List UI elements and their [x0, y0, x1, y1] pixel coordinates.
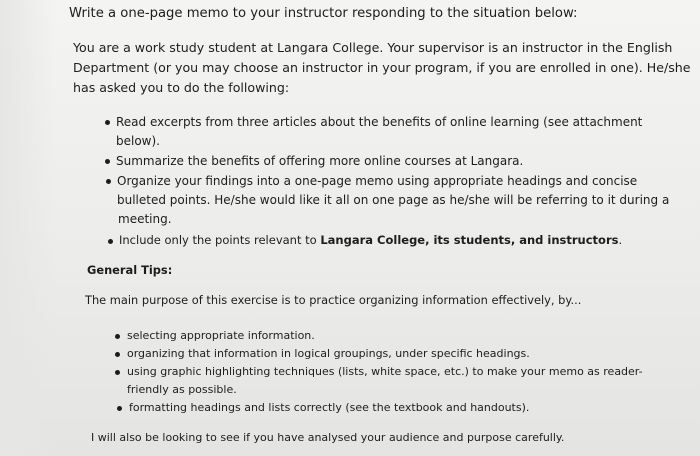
bullet-point [115, 334, 120, 339]
bullet-point [105, 159, 110, 164]
general-tips-heading: General Tips: [87, 263, 173, 277]
task-item-read-excerpts: Read excerpts from three articles about the benefits of online learning (see attachment [116, 115, 643, 129]
scenario-line: has asked you to do the following: [73, 80, 290, 95]
bullet-point [115, 352, 120, 357]
tip-item-organizing: organizing that information in logical groupings, under specific headings. [127, 347, 530, 360]
task-item-organize: Organize your findings into a one-page memo using appropriate headings and concise [117, 174, 638, 188]
relevance-text: Include only the points relevant to [119, 233, 321, 247]
bullet-point [105, 120, 110, 125]
tip-item-formatting: formatting headings and lists correctly (see the textbook and handouts). [129, 401, 530, 414]
relevance-suffix: . [618, 233, 623, 247]
assignment-title: Write a one-page memo to your instructor responding to the situation below: [69, 6, 578, 21]
scenario-line: You are a work study student at Langara College. Your supervisor is an instructor in the English [73, 40, 673, 55]
task-item-organize-cont: meeting. [118, 212, 172, 226]
bullet-point [108, 239, 113, 244]
task-item-organize-cont: bulleted points. He/she would like it all on one page as he/she will be referring to it during a [117, 193, 670, 207]
bullet-point [106, 179, 111, 184]
task-item-relevance [119, 235, 622, 247]
bullet-point [117, 406, 122, 411]
scenario-line: Department (or you may choose an instructor in your program, if you are enrolled in one). He/she [73, 60, 691, 75]
task-item-summarize: Summarize the benefits of offering more online courses at Langara. [116, 154, 524, 168]
tip-item-graphic-highlighting-cont: friendly as possible. [127, 383, 237, 396]
page-shadow [0, 0, 56, 456]
tip-item-graphic-highlighting: using graphic highlighting techniques (lists, white space, etc.) to make your memo as reader- [127, 365, 643, 378]
tip-item-selecting: selecting appropriate information. [127, 329, 315, 342]
task-item-read-excerpts-cont: below). [116, 134, 160, 148]
closing-note: I will also be looking to see if you have analysed your audience and purpose carefully. [91, 431, 565, 444]
bullet-point [115, 370, 120, 375]
exercise-purpose: The main purpose of this exercise is to practice organizing information effectively, by... [85, 293, 582, 307]
relevance-emphasis: Langara College, its students, and instructors [320, 233, 619, 247]
